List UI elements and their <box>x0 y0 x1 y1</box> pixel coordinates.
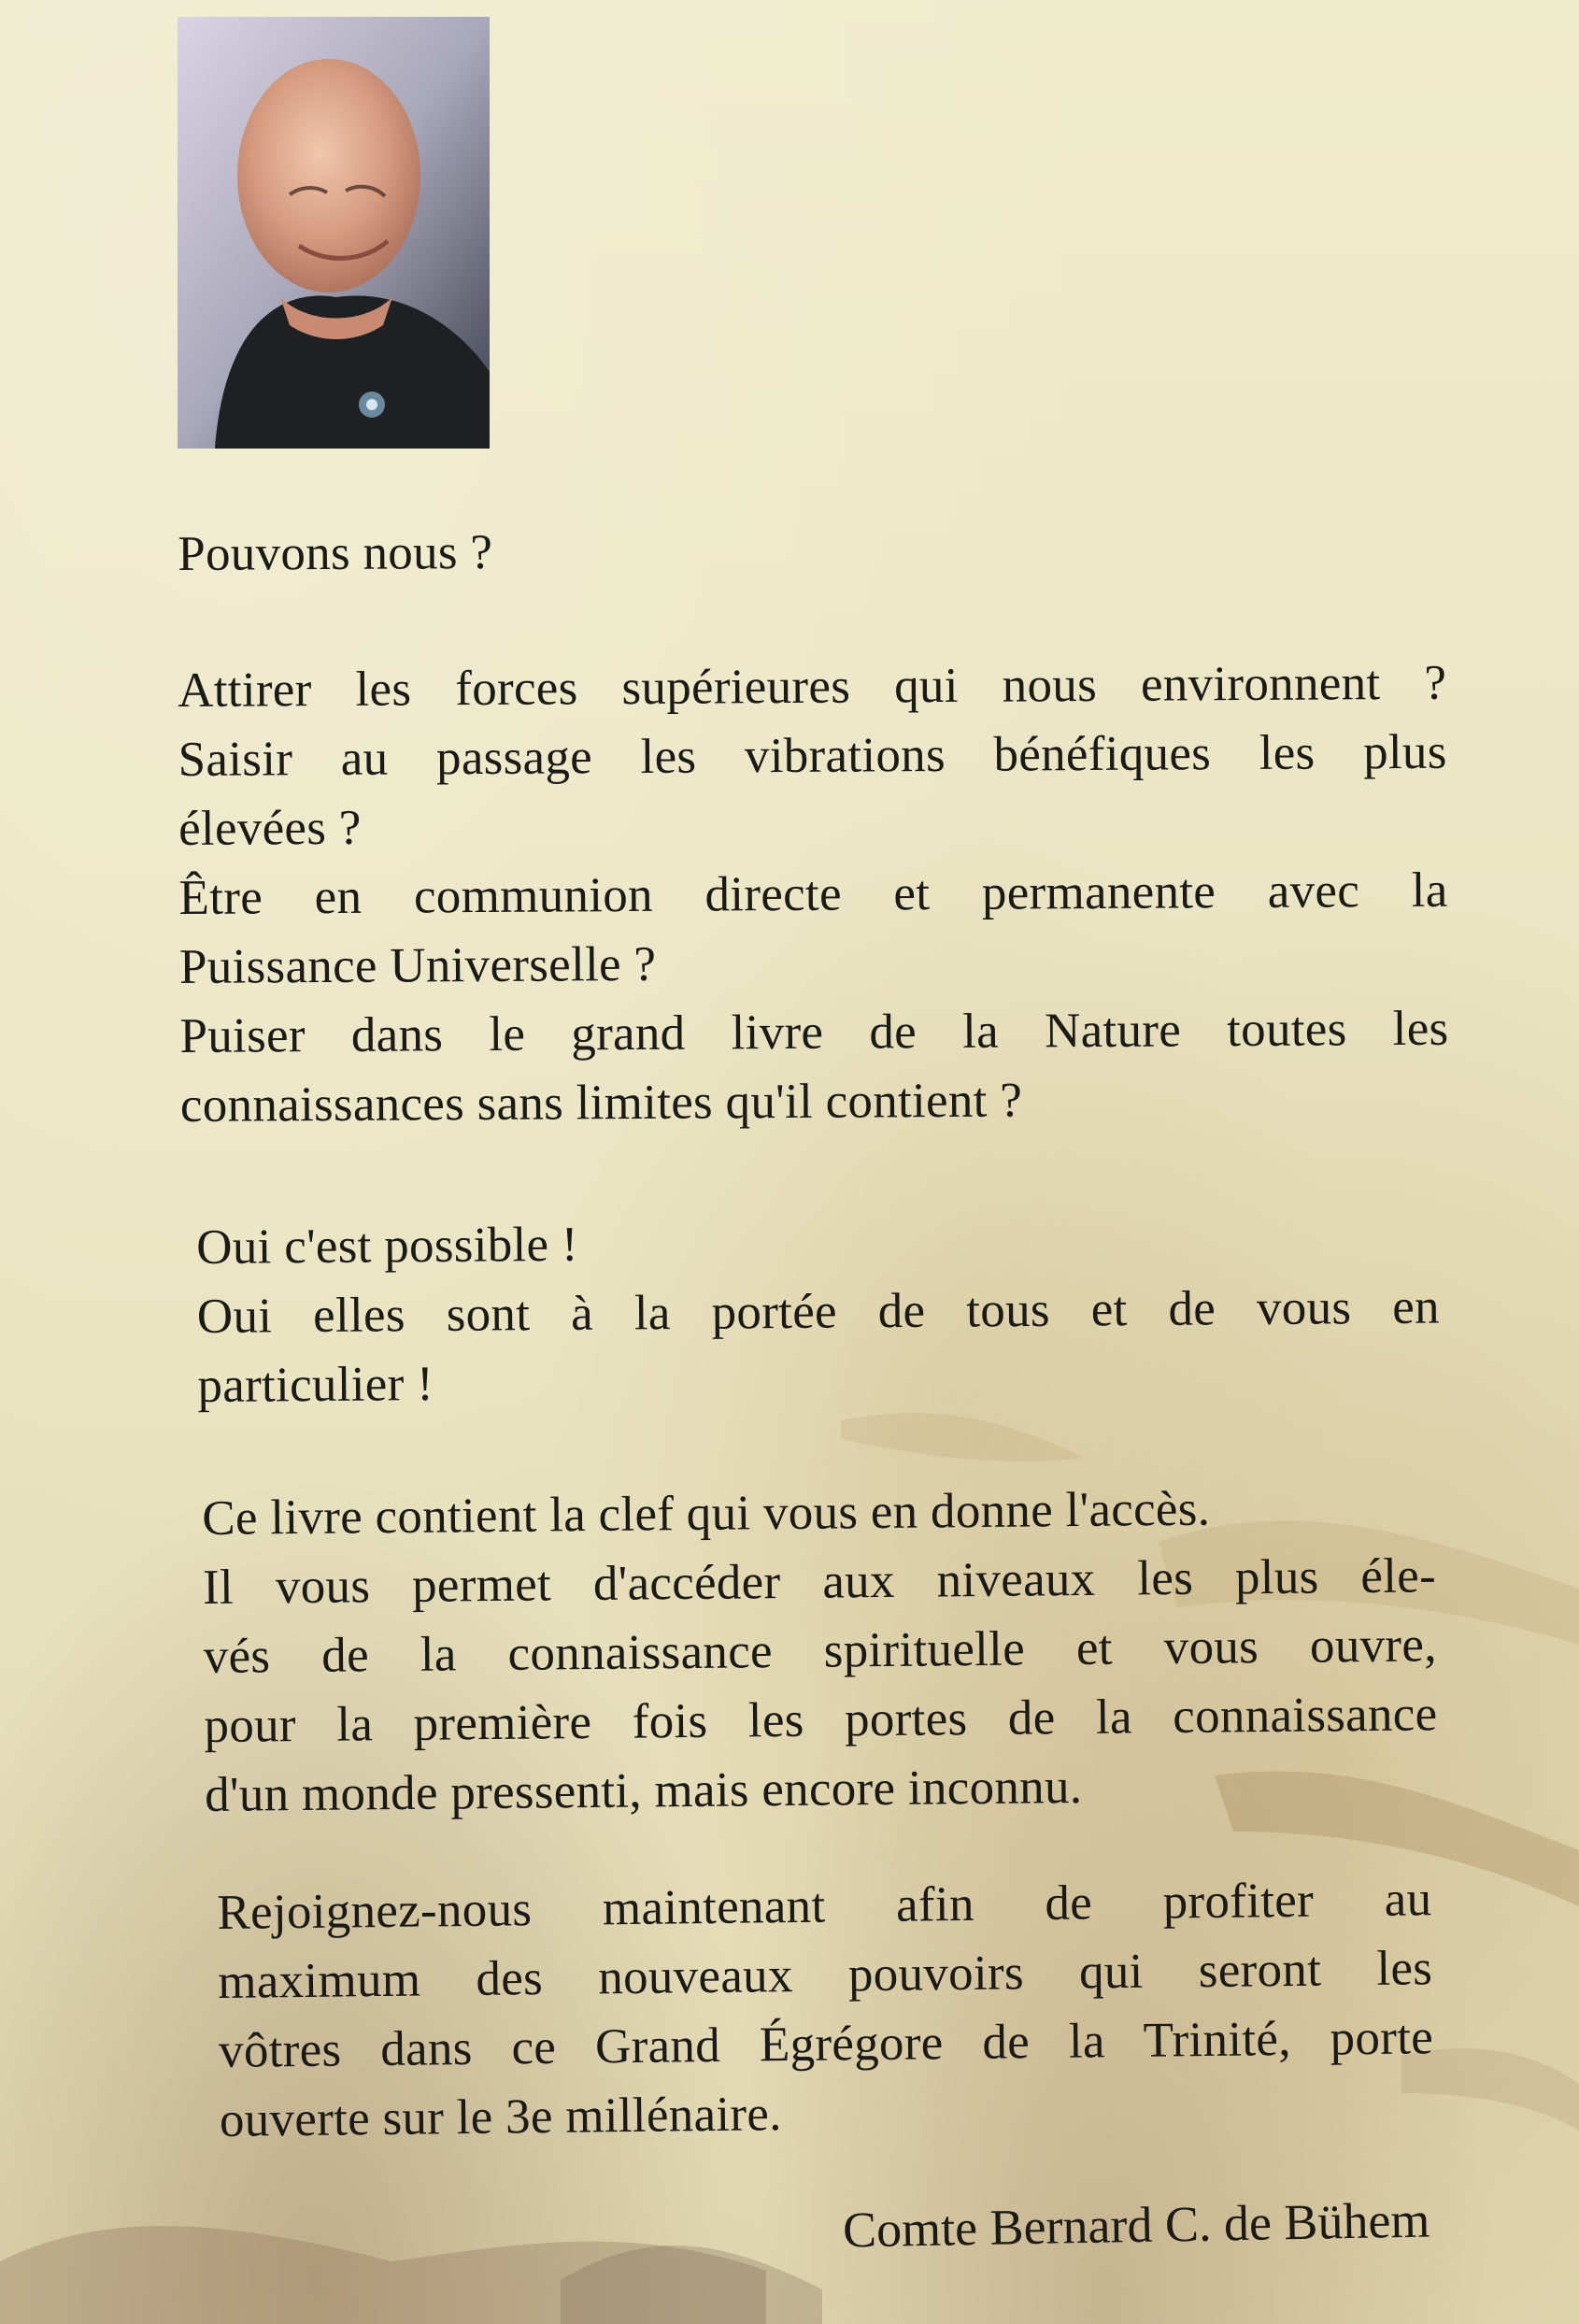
join-line-2: maximum des nouveaux pouvoirs qui seront les <box>217 1941 1433 2009</box>
question-line-4: Être en communion directe et permanente avec la <box>178 863 1448 925</box>
answers-block <box>196 1204 1441 1420</box>
question-line-7: connaissances sans limites qu'il contient ? <box>179 1073 1023 1133</box>
join-line-3: vôtres dans ce Grand Égrégore de la Trinité, porte <box>218 2010 1434 2078</box>
answer-line-1: Oui c'est possible ! <box>196 1217 579 1275</box>
question-line-1: Attirer les forces supérieures qui nous environnent ? <box>178 655 1447 718</box>
author-photo <box>178 17 490 449</box>
intro-line: Pouvons nous ? <box>178 524 493 581</box>
question-line-2: Saisir au passage les vibrations bénéfiques les plus <box>178 724 1447 787</box>
question-line-6: Puiser dans le grand livre de la Nature toutes les <box>179 1001 1449 1063</box>
question-line-3: élevées ? <box>178 800 362 856</box>
intro-block <box>178 512 1448 589</box>
join-block <box>217 1864 1434 2155</box>
book-line-4: pour la première fois les portes de la connaissance <box>204 1687 1438 1753</box>
book-line-1: Ce livre contient la clef qui vous en donne l'accès. <box>202 1481 1211 1546</box>
book-line-5: d'un monde pressenti, mais encore inconnu. <box>204 1759 1083 1822</box>
book-line-2: Il vous permet d'accéder aux niveaux les plus éle- <box>202 1548 1437 1615</box>
answer-line-3: particulier ! <box>197 1357 434 1413</box>
book-block <box>202 1472 1438 1830</box>
join-line-4: ouverte sur le 3e millénaire. <box>219 2087 783 2147</box>
author-signature: Comte Bernard C. de Bühem <box>842 2191 1430 2259</box>
book-line-3: vés de la connaissance spirituelle et vous ouvre, <box>203 1618 1437 1684</box>
questions-block <box>178 649 1449 1140</box>
portrait-illustration <box>178 17 490 449</box>
answer-line-2: Oui elles sont à la portée de tous et de vous en <box>196 1279 1441 1344</box>
question-line-5: Puissance Universelle ? <box>178 936 657 994</box>
join-line-1: Rejoignez-nous maintenant afin de profiter au <box>217 1872 1432 1940</box>
